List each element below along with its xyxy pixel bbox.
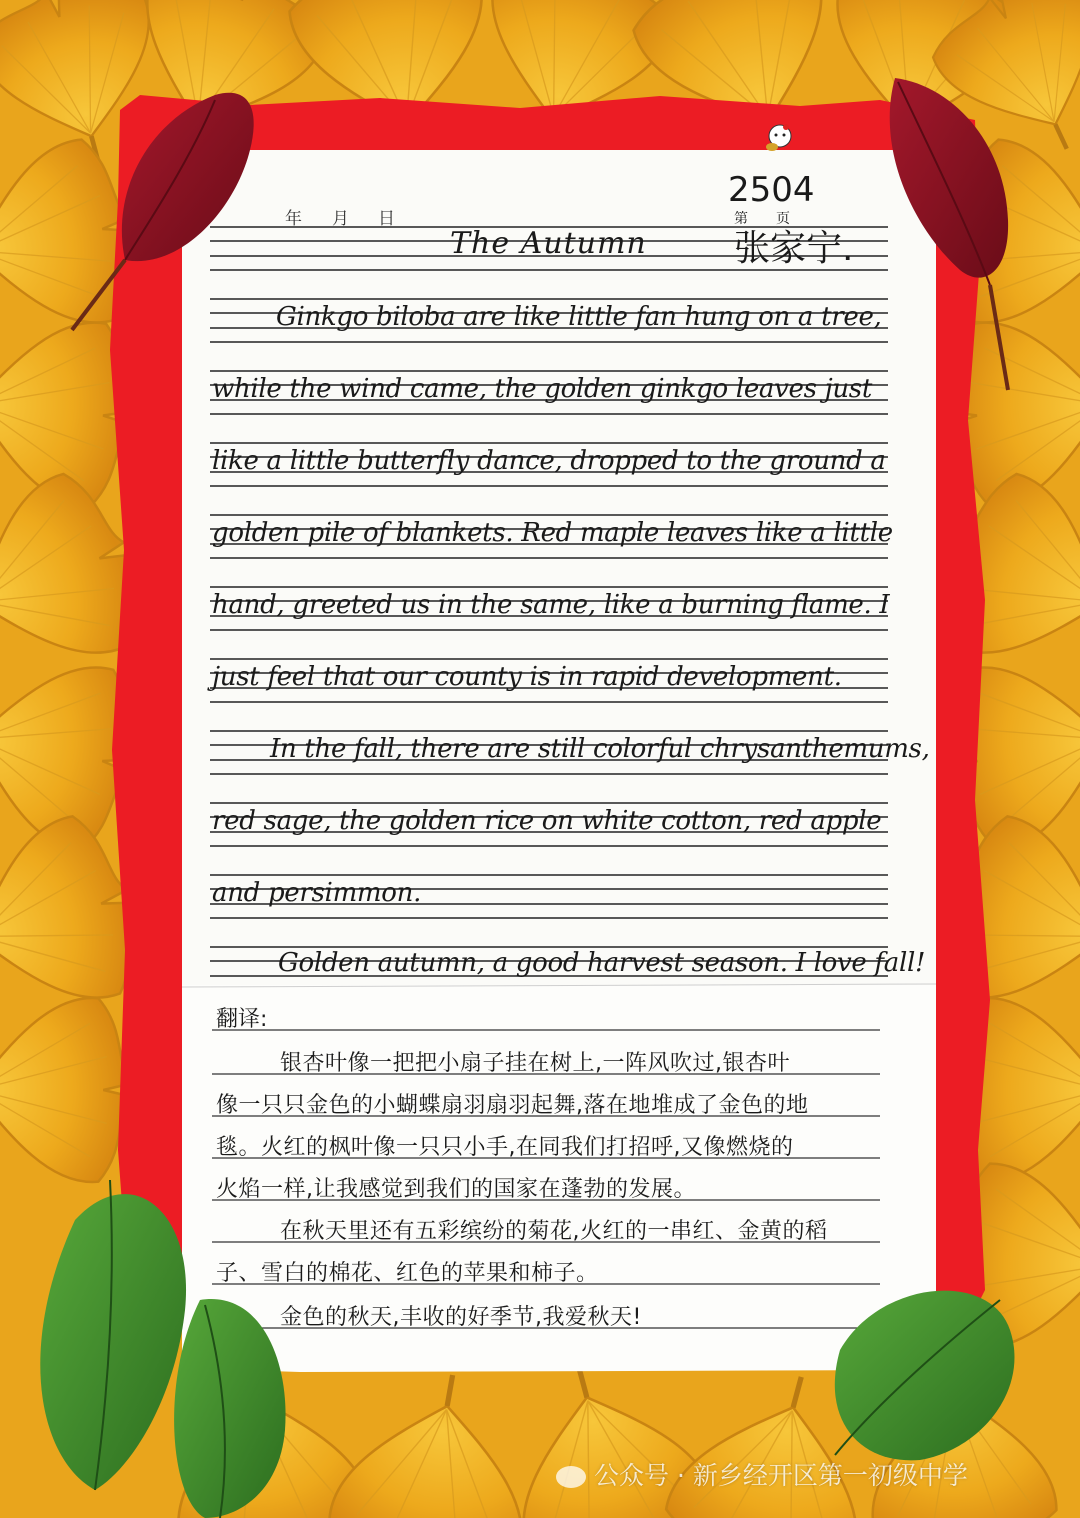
chinese-line-4: 火焰一样,让我感觉到我们的国家在蓬勃的发展。 — [216, 1177, 696, 1202]
english-line-4: golden pile of blankets. Red maple leaves like a little — [212, 518, 893, 548]
chinese-line-7: 金色的秋天,丰收的好季节,我爱秋天! — [280, 1305, 642, 1330]
english-line-3: like a little butterfly dance, dropped to the ground a — [212, 446, 886, 476]
date-day-label: 日 — [378, 209, 395, 229]
english-line-5: hand, greeted us in the same, like a burning flame. I — [212, 590, 890, 620]
translation-heading: 翻译: — [216, 1007, 268, 1032]
chinese-line-2: 像一只只金色的小蝴蝶扇羽扇羽起舞,落在地堆成了金色的地 — [216, 1093, 809, 1118]
english-line-10: Golden autumn, a good harvest season. I love fall! — [278, 948, 926, 978]
english-line-7: In the fall, there are still colorful chrysanthemums, — [270, 734, 930, 764]
watermark-text: 公众号 · 新乡经开区第一初级中学 — [594, 1461, 968, 1490]
chinese-line-1: 银杏叶像一把把小扇子挂在树上,一阵风吹过,银杏叶 — [280, 1051, 790, 1076]
english-line-8: red sage, the golden rice on white cotton, red apple — [212, 806, 882, 836]
date-year-label: 年 — [285, 209, 302, 229]
page-number: 2504 — [728, 170, 815, 210]
chinese-line-6: 子、雪白的棉花、红色的苹果和柿子。 — [216, 1261, 599, 1286]
chinese-line-5: 在秋天里还有五彩缤纷的菊花,火红的一串红、金黄的稻 — [280, 1219, 828, 1244]
english-line-2: while the wind came, the golden ginkgo leaves just — [212, 374, 872, 404]
wechat-watermark — [556, 1456, 968, 1492]
author-name: 张家宁. — [734, 228, 854, 269]
english-line-6: just feel that our county is in rapid development. — [212, 662, 842, 692]
essay-title: The Autumn — [450, 226, 647, 261]
english-line-9: and persimmon. — [212, 878, 422, 908]
date-month-label: 月 — [332, 209, 349, 229]
wechat-icon — [556, 1466, 586, 1488]
chinese-line-3: 毯。火红的枫叶像一只只小手,在同我们打招呼,又像燃烧的 — [216, 1135, 794, 1160]
page-label-right: 页 — [776, 211, 790, 227]
page-label-left: 第 — [734, 211, 748, 227]
english-line-1: Ginkgo biloba are like little fan hung on a tree, — [276, 302, 882, 332]
